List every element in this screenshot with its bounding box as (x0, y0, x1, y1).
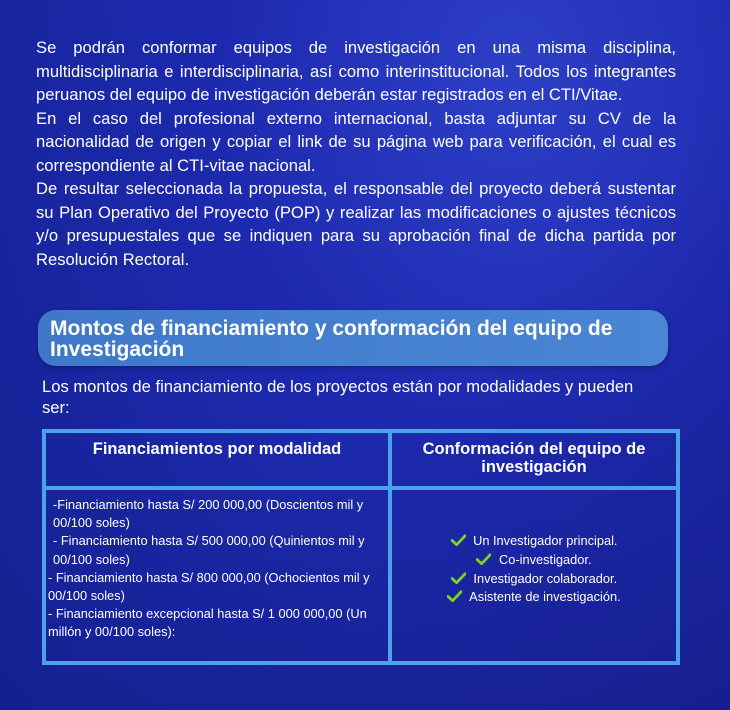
intro-text (36, 36, 676, 271)
check-icon (451, 572, 466, 584)
team-item: Investigador colaborador. (473, 570, 618, 586)
list-item (392, 570, 676, 589)
intro-paragraph: En el caso del profesional externo internacional, basta adjuntar su CV de la nacionalidad de origen y copiar el link de su página web para verificación, el cual es correspondiente al CTI-vitae nacional. (36, 108, 676, 175)
team-item: Co-investigador. (499, 551, 592, 567)
financing-item: -Financiamiento hasta S/ 200 000,00 (Doscientos mil y 00/100 soles) (53, 497, 364, 531)
financing-list (44, 488, 390, 663)
intro-paragraph: De resultar seleccionada la propuesta, el responsable del proyecto deberá sustentar su Plan Operativo del Proyecto (POP) y realizar las modificaciones o ajustes técnicos y/o presupuestales que se indiquen para su aprobación final de dicha partida por Resolución Rectoral. (36, 179, 676, 269)
table-header-team: Conformación del equipo de investigación (390, 431, 678, 488)
list-item (392, 551, 676, 570)
check-icon (476, 553, 491, 565)
team-list (390, 488, 678, 663)
financing-item: - Financiamiento hasta S/ 500 000,00 (Quinientos mil y 00/100 soles) (53, 533, 365, 567)
section-title: Montos de financiamiento y conformación del equipo de Investigación (50, 317, 613, 361)
list-item (392, 588, 676, 607)
team-item: Un Investigador principal. (473, 533, 618, 548)
financing-item: - Financiamiento excepcional hasta S/ 1 000 000,00 (Un millón y 00/100 soles): (48, 606, 367, 640)
financing-item: - Financiamiento hasta S/ 800 000,00 (Ochocientos mil y 00/100 soles) (48, 569, 370, 604)
section-title-bar (38, 310, 668, 366)
intro-paragraph: Se podrán conformar equipos de investigación en una misma disciplina, multidisciplinaria e interdisciplinaria, así como interinstitucional. Todos los integrantes peruanos del equipo de investigación deberán estar registrados en el CTI/Vitae. (36, 38, 676, 104)
table-header-financing: Financiamientos por modalidad (44, 431, 390, 488)
list-item (392, 532, 676, 551)
check-icon (451, 534, 466, 546)
team-item: Asistente de investigación. (469, 589, 621, 605)
check-icon (447, 590, 462, 602)
financing-table (42, 429, 680, 665)
section-lead: Los montos de financiamiento de los proyectos están por modalidades y pueden ser: (42, 377, 634, 417)
